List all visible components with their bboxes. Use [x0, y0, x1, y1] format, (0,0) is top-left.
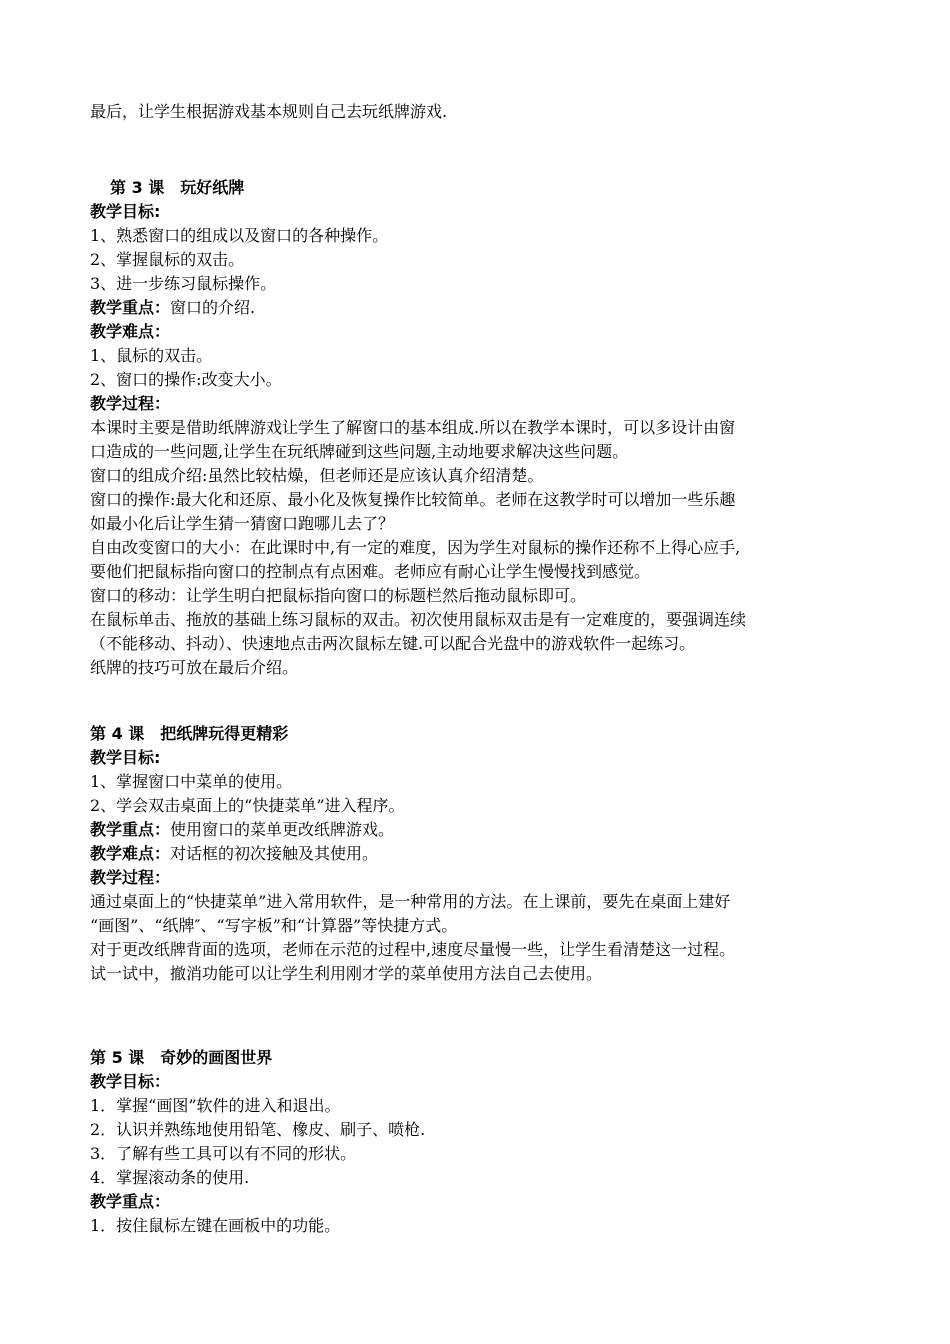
- lesson3-goal-2: 2、掌握鼠标的双击。: [90, 250, 245, 269]
- lesson3-goal-3: 3、进一步练习鼠标操作。: [90, 274, 277, 293]
- lesson3-difficulty-1: 1、鼠标的双击。: [90, 346, 213, 365]
- lesson3-difficulty-2: 2、窗口的操作:改变大小。: [90, 370, 282, 389]
- lesson4-goal-label: 教学目标:: [90, 748, 161, 767]
- lesson4-difficulty-line: [90, 842, 870, 866]
- lesson5-goal-1: 1．掌握“画图”软件的进入和退出。: [90, 1096, 341, 1115]
- lesson3-process-line: 窗口的操作:最大化和还原、最小化及恢复操作比较简单。老师在这教学时可以增加一些乐趣: [90, 490, 736, 509]
- lesson3-difficulty-label: 教学难点：: [90, 322, 171, 341]
- lesson3-title: 第 3 课 玩好纸牌: [110, 178, 245, 197]
- lesson3-focus-text: 窗口的介绍.: [170, 298, 256, 317]
- lesson4-goal-1: 1、掌握窗口中菜单的使用。: [90, 772, 293, 791]
- lesson4-goal-2: 2、学会双击桌面上的“快捷菜单”进入程序。: [90, 796, 405, 815]
- lesson3-goal-1: 1、熟悉窗口的组成以及窗口的各种操作。: [90, 226, 389, 245]
- lesson3-focus-label: 教学重点：: [90, 298, 171, 317]
- lesson3-process-line: 窗口的移动：让学生明白把鼠标指向窗口的标题栏然后拖动鼠标即可。: [90, 586, 587, 605]
- lesson3-focus-line: [90, 296, 870, 320]
- lesson4-focus-label: 教学重点：: [90, 820, 171, 839]
- lesson4-difficulty-label: 教学难点：: [90, 844, 171, 863]
- lesson4-process-line: 通过桌面上的“快捷菜单”进入常用软件，是一种常用的方法。在上课前，要先在桌面上建好: [90, 892, 731, 911]
- lesson3-process-line: 口造成的一些问题,让学生在玩纸牌碰到这些问题,主动地要求解决这些问题。: [90, 442, 629, 461]
- lesson4-process-line: 试一试中，撤消功能可以让学生利用刚才学的菜单使用方法自己去使用。: [90, 964, 603, 983]
- lesson4-title: 第 4 课 把纸牌玩得更精彩: [90, 724, 289, 743]
- intro-text: 最后，让学生根据游戏基本规则自己去玩纸牌游戏.: [90, 102, 448, 121]
- lesson4-focus-text: 使用窗口的菜单更改纸牌游戏。: [170, 820, 395, 839]
- lesson3-process-line: 本课时主要是借助纸牌游戏让学生了解窗口的基本组成.所以在教学本课时，可以多设计由窗: [90, 418, 736, 437]
- lesson4-process-line: “画图”、“纸牌″、“写字板”和“计算器”等快捷方式。: [90, 916, 458, 935]
- lesson3-process-line: （不能移动、抖动）、快速地点击两次鼠标左键.可以配合光盘中的游戏软件一起练习。: [90, 634, 696, 653]
- lesson4-difficulty-text: 对话框的初次接触及其使用。: [170, 844, 379, 863]
- lesson3-process-line: 在鼠标单击、拖放的基础上练习鼠标的双击。初次使用鼠标双击是有一定难度的，要强调连续: [90, 610, 747, 629]
- lesson5-focus-label: 教学重点：: [90, 1192, 171, 1211]
- lesson4-focus-line: [90, 818, 870, 842]
- lesson3-goal-label: 教学目标:: [90, 202, 161, 221]
- lesson3-process-line: 如最小化后让学生猜一猜窗口跑哪儿去了？: [90, 514, 395, 533]
- lesson4-process-label: 教学过程：: [90, 868, 171, 887]
- lesson3-process-line: 纸牌的技巧可放在最后介绍。: [90, 658, 299, 677]
- lesson4-process-line: 对于更改纸牌背面的选项，老师在示范的过程中,速度尽量慢一些，让学生看清楚这一过程。: [90, 940, 736, 959]
- lesson5-goal-3: 3．了解有些工具可以有不同的形状。: [90, 1144, 357, 1163]
- intro-block: [90, 100, 870, 124]
- lesson3-process-line: 自由改变窗口的大小：在此课时中,有一定的难度，因为学生对鼠标的操作还称不上得心应手,: [90, 538, 741, 557]
- lesson5-title: 第 5 课 奇妙的画图世界: [90, 1048, 273, 1067]
- lesson3-process-label: 教学过程：: [90, 394, 171, 413]
- lesson3-section: [90, 176, 870, 680]
- lesson5-goal-label: 教学目标：: [90, 1072, 171, 1091]
- lesson3-process-line: 要他们把鼠标指向窗口的控制点有点困难。老师应有耐心让学生慢慢找到感觉。: [90, 562, 651, 581]
- lesson5-goal-4: 4．掌握滚动条的使用.: [90, 1168, 250, 1187]
- lesson3-process-line: 窗口的组成介绍:虽然比较枯燥，但老师还是应该认真介绍清楚。: [90, 466, 544, 485]
- lesson4-section: [90, 722, 870, 986]
- lesson5-goal-2: 2．认识并熟练地使用铅笔、橡皮、刷子、喷枪.: [90, 1120, 426, 1139]
- lesson5-section: [90, 1046, 870, 1238]
- lesson5-focus-1: 1．按住鼠标左键在画板中的功能。: [90, 1216, 341, 1235]
